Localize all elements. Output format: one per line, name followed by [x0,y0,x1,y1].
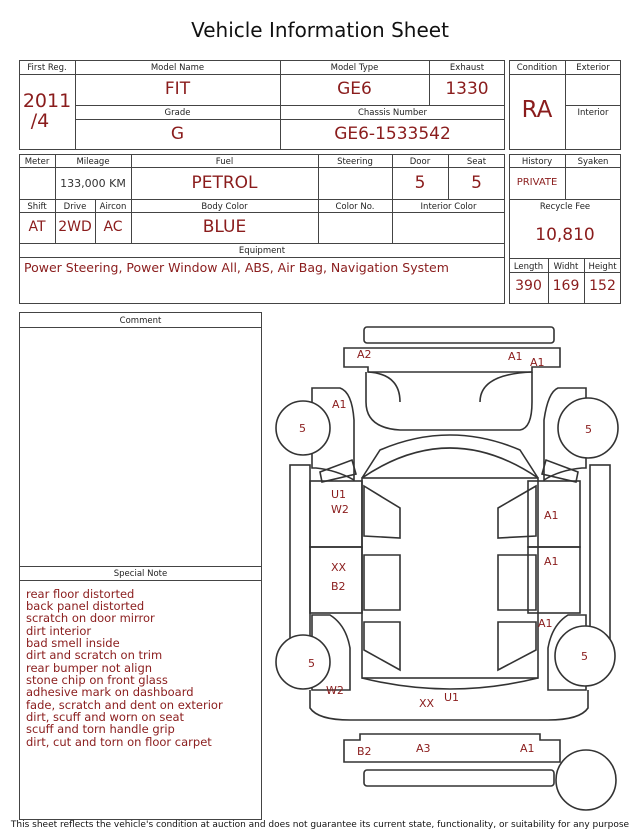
label-interior-color: Interior Color [420,202,477,212]
first-reg-month: /4 [30,110,50,132]
mark-rear-door-left-2: B2 [331,580,346,593]
label-special-note: Special Note [113,569,168,579]
label-chassis-number: Chassis Number [357,108,428,118]
equipment-value: Power Steering, Power Window All, ABS, Air Bag, Navigation System [24,260,449,275]
car-damage-diagram [270,320,625,815]
mark-rear-tire-left: 5 [308,657,315,670]
special-note-item: dirt, cut and torn on floor carpet [26,735,212,749]
special-note-item: rear bumper not align [26,661,153,675]
disclaimer-footer: This sheet reflects the vehicle's condition at auction and does not guarantee its current state, functionality, or suitability for any purpose [10,820,630,830]
special-note-item: dirt and scratch on trim [26,648,163,662]
grade-value: G [170,124,185,144]
label-grade: Grade [164,108,191,118]
aircon-value: AC [103,219,123,235]
mark-rear-fender-right: A1 [538,617,553,630]
mark-front-bumper-right-2: A1 [530,356,545,369]
mark-front-tire-right: 5 [585,423,592,436]
label-syaken: Syaken [577,157,609,167]
label-steering: Steering [337,157,373,167]
label-aircon: Aircon [99,202,127,212]
label-color-no: Color No. [335,202,375,212]
height-value: 152 [589,278,616,294]
label-comment: Comment [119,316,162,326]
label-meter: Meter [24,157,50,167]
label-condition: Condition [516,63,558,73]
label-width: Widht [553,262,579,272]
mark-front-bumper-right-1: A1 [508,350,523,363]
body-color-value: BLUE [202,217,247,237]
special-note-item: rear floor distorted [26,587,135,601]
special-note-item: fade, scratch and dent on exterior [26,698,223,712]
mark-front-bumper-left: A2 [357,348,372,361]
fuel-value: PETROL [191,173,258,193]
mark-front-tire-left: 5 [299,422,306,435]
history-value: PRIVATE [516,177,558,188]
mark-front-door-right: A1 [544,509,559,522]
mark-front-door-left-1: U1 [331,488,347,501]
seat-value: 5 [471,173,482,193]
label-length: Length [513,262,544,272]
label-model-name: Model Name [150,63,205,73]
mark-rear-bumper-left: B2 [357,745,372,758]
label-drive: Drive [63,202,87,212]
label-seat: Seat [466,157,487,167]
recycle-fee-value: 10,810 [535,225,595,245]
mark-rear-hatch-2: U1 [444,691,460,704]
mark-rear-door-right: A1 [544,555,559,568]
label-equipment: Equipment [238,246,286,256]
special-note-item: dirt interior [26,624,92,638]
label-interior: Interior [577,108,609,118]
door-value: 5 [414,173,426,193]
label-height: Height [588,262,617,272]
mark-rear-bumper-right: A1 [520,742,535,755]
label-door: Door [409,157,431,167]
first-reg-year: 2011 [22,90,72,112]
special-note-item: scratch on door mirror [26,611,155,625]
chassis-number-value: GE6-1533542 [334,124,451,144]
label-first-reg: First Reg. [27,63,67,73]
shift-value: AT [28,219,46,235]
mark-rear-bumper-center: A3 [416,742,431,755]
drive-value: 2WD [58,219,92,235]
exhaust-value: 1330 [445,79,489,99]
special-note-item: back panel distorted [26,599,145,613]
model-name-value: FIT [164,79,191,99]
mark-rear-hatch-1: XX [419,697,435,710]
label-mileage: Mileage [76,157,110,167]
mark-front-door-left-2: W2 [331,503,349,516]
label-fuel: Fuel [215,157,234,167]
special-note-item: scuff and torn handle grip [26,722,175,736]
model-type-value: GE6 [337,79,372,99]
mark-rear-fender-left: W2 [326,684,344,697]
label-recycle-fee: Recycle Fee [539,202,591,212]
condition-value: RA [521,97,553,123]
length-value: 390 [515,278,542,294]
mark-rear-door-left-1: XX [331,561,347,574]
mark-hood: A1 [332,398,347,411]
label-history: History [521,157,553,167]
width-value: 169 [552,278,580,294]
special-note-item: bad smell inside [26,636,120,650]
mileage-value: 133,000 KM [60,177,126,190]
special-note-item: dirt, scuff and worn on seat [26,710,185,724]
special-note-item: stone chip on front glass [26,673,168,687]
sheet-title: Vehicle Information Sheet [191,18,449,42]
label-shift: Shift [27,202,47,212]
label-exterior: Exterior [576,63,610,73]
label-model-type: Model Type [330,63,379,73]
label-exhaust: Exhaust [449,63,485,73]
mark-rear-tire-right: 5 [581,650,588,663]
label-body-color: Body Color [201,202,248,212]
special-note-item: adhesive mark on dashboard [26,685,194,699]
